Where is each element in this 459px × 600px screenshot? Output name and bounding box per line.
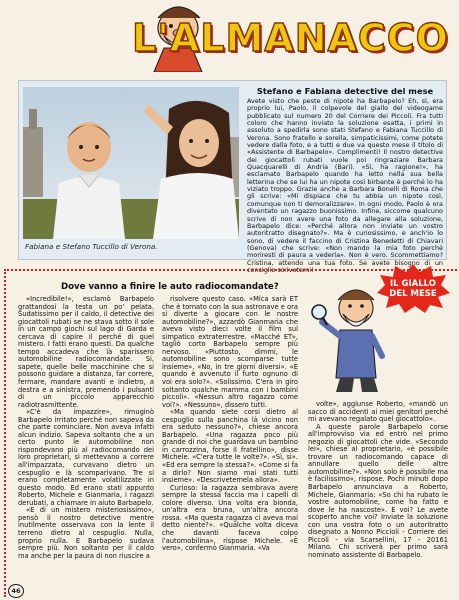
page-header (0, 0, 459, 80)
photo-caption: Fabiana e Stefano Tuccillo di Verona. (25, 242, 158, 251)
article-paragraph: risolvere questo caso. «Mica sarà ET che è tornato con la sua astronave e ora si diverte a giocare con le nostre automobiline?», azzardò Gianmaria che aveva visto dieci volte il film sul simpatico extraterrestre. «Macché ET», tagliò corto Barbapelo sempre più nervoso. «Piuttosto, dimmi, le automobiline sono scomparse tutte insieme». «No, in tre giorni diversi». «E quando è avvenuto il furto ognuno di voi era solo?». «Solissimo. C'era in giro soltanto qualche mamma con i bambini piccoli». «Nessun altro ragazzo come voi?». «Nessuno», dissero tutti. (162, 295, 298, 409)
badge-line-1: IL GIALLO (389, 279, 437, 289)
article-paragraph: «Incredibile!», esclamò Barbapelo grattandosi la testa un po' pelata. Sudatissimo per il caldo, il detective dei giocattoli rubati se ne stava sotto il sole in un campo giochi sul lago di Garda e cercava di capire il perché di quel mistero. I fatti erano questi. Da qualche tempo accadeva che là sparissero automobiline radiocomandate. Si, sapete, quelle belle macchinine che si possono guidare a distanza, far correre, fermare, mandare avanti e indietro, a destra e a sinistra, premendo i pulsanti di un piccolo apparecchio radiotrasmittente. (18, 295, 154, 409)
article-paragraph: «C'è da impazzire», rimuginò Barbapelo irritato perché non sapeva da che parte cominciare. Non aveva infatti alcun indizio. Sapeva soltanto che a un certo punto le automobiline non rispondevano più al radiocomando dei loro proprietari, si mettevano a correre all'impazzata, curvavano dietro un cespuglio e là scomparivano. Tre si erano completamente volatilizzate in questo modo. Ed erano stati appunto Roberto, Michele e Gianmaria, i ragazzi derubati, a chiamare in aiuto Barbapelo. (18, 408, 154, 507)
article-column-2 (162, 296, 298, 553)
article-paragraph: volte», aggiunse Roberto, «mandò un sacco di accidenti ai miei genitori perché mi avevano regalato quel giocattolo». (308, 400, 448, 424)
almanacco-heading: L'ALMANACCO (132, 16, 449, 60)
article-title: Dove vanno a finire le auto radiocomandate? (61, 282, 279, 292)
feature-body-text: Avete visto che peste di nipote ha Barbapelo? Eh, sì, era proprio lui, Paolo, il colpevole del giallo del videogame pubblicato sul numero 20 del Corriere dei Piccoli. Fra tutti coloro che hanno inviato la soluzione esatta, i primi in assoluto a spedirla sono stati Stefano e Fabiana Tuccillo di Verona. Sono fratello e sorella, simpaticissimi, come potete vedere dalla foto, e a tutti e due va questo mese il titolo di «Assistente di Barbapelo». Complimenti! Il nostro detective dei giocattoli rubati vuole poi ringraziare Barbara Quacquarelli di Andria (Bari). «Sì, ha ragione!», ha esclamato Barbapelo quando ha letto nella sua bella letterina che se lui ha un nipote così birbante è perché lo ha viziato troppo. Grazie anche a Barbara Bonelli di Roma che gli scrive: «Mi dispiace che tu abbia un nipote così, comunque non ti demoralizzare». In ogni modo, Paolo è ora diventato un ragazzo buonissimo. Infine, siccome qualcuno scrive di non avere una foto da allegare alla soluzione, Barbapelo dice: «Perché allora non inviate un vostro autoritratto disegnato?». Ma è curiosissimo, e anch'io lo sono, di vedere il faccino di Cristina Benedetti di Chiavari (Genova) che scrive: «Non mando la mia foto perché moriresti di paura a vederla». Non è vero. Scommettiamo? Cristina, attendo una tua foto. Se avete bisogno di un consiglio scrivetemi! (247, 97, 443, 274)
detectives-feature-box (18, 80, 447, 274)
feature-title: Stefano e Fabiana detective del mese (256, 86, 434, 96)
article-paragraph: A queste parole Barbapelo corse all'improvviso via ed entrò nel primo negozio di giocattoli che vide. «Secondo lei», chiese al proprietario, «è possibile trovare un radiocomando capace di annullare quello delle altre automobiline?». «Non solo è possibile ma è facilissimo», rispose. Pochi minuti dopo Barbapelo annunciava a Roberto, Michele, Gianmaria: «So chi ha rubato le vostre automobiline, come ha fatto e dove le ha nascoste». E voi? Le avete scoperto anche voi? Inviate la soluzione con una vostra foto o un autoritratto disegnato a Nonno Piccioli - Corriere dei Piccoli - via Scarsellini, 17 - 20161 Milano. Chi scriverà per primo sarà nominato assistente di Barbapelo. (308, 422, 448, 559)
children-photo (23, 87, 239, 239)
badge-line-2: DEL MESE (389, 289, 437, 299)
article-column-1 (18, 296, 154, 560)
page-number: 46 (8, 584, 24, 598)
article-paragraph: «Ma quando siete corsi dietro al cespuglio sulla panchina là vicino non era seduto nessuno?», chiese ancora Barbapelo. «Una ragazza poco più grande di noi che guardava un bambino in carrozzina, forse il fratellino», disse Michele. «C'era tutte le volte?». «Sì, sì». «Ed era sempre la stessa?». «Come si fa a dirlo? Non siamo mai stati tutti insieme». «Descrivetemela allora». (162, 408, 298, 485)
article-column-3 (308, 401, 448, 559)
article-paragraph: Curioso: la ragazza sembrava avere sempre la stessa faccia ma i capelli di colore diverso. Una volta era bionda, un'altra era bruna, un'altra ancora rossa. «Ma questa ragazza ci aveva mai detto niente?». «Qualche volta diceva che davanti faceva colpo l'automobilina», rispose Michele. «È vero», confermò Gianmaria. «Va (162, 483, 298, 553)
article-paragraph: «E di un mistero misteriosissimo», pensò il nostro detective mentre inutilmente osservava con la lente il terreno dietro al cespuglio. Nulla, proprio nulla. E Barbapelo sudava sempre più. Non soltanto per il caldo ma anche per la paura di non riuscire a (18, 506, 154, 560)
detective-mascot-illustration (310, 278, 390, 396)
